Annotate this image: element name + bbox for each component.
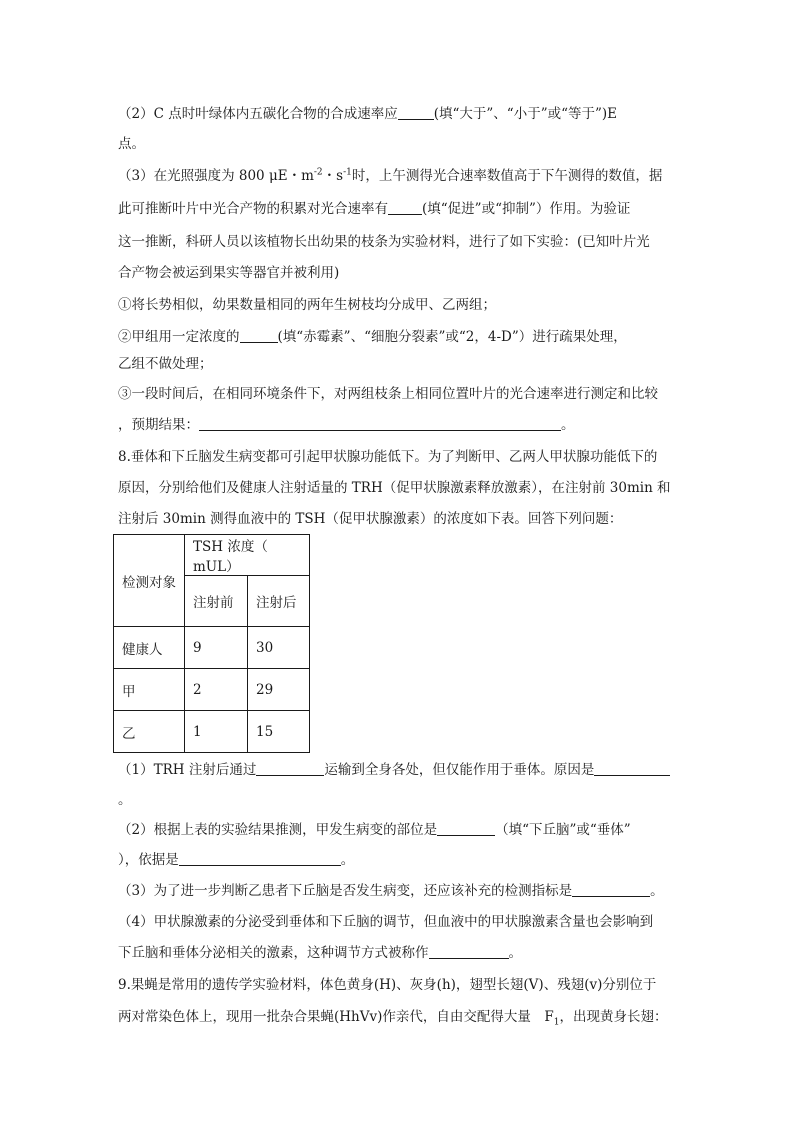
answer-blank[interactable]: [437, 822, 495, 836]
tsh-table: [113, 534, 310, 753]
table-row: [114, 711, 310, 753]
table-header-after: 注射后: [248, 576, 310, 627]
table-header-subject: 检测对象: [114, 535, 185, 627]
q7-part3-line4: 合产物会被运到果实等器官并被利用): [118, 265, 340, 281]
answer-blank[interactable]: [398, 106, 434, 120]
q7-part3-line3: 这一推断，科研人员以该植物长出幼果的枝条为实验材料，进行了如下实验：(已知叶片光: [118, 234, 650, 250]
answer-blank[interactable]: [429, 945, 509, 959]
q8-part3: （3）为了进一步判断乙患者下丘脑是否发生病变，还应该补充的检测指标是 。: [118, 883, 664, 899]
answer-blank[interactable]: [199, 417, 561, 431]
table-row: [114, 669, 310, 711]
q7-part2-line1: （2）C 点时叶绿体内五碳化合物的合成速率应 (填“大于”、“小于”或“等于”)E: [118, 106, 618, 122]
cell-subject: 健康人: [114, 627, 185, 669]
cell-before: 2: [185, 669, 248, 711]
cell-before: 1: [185, 711, 248, 753]
q8-part1-line1: （1）TRH 注射后通过 运输到全身各处，但仅能作用于垂体。原因是: [118, 762, 670, 778]
cell-after: 30: [248, 627, 310, 669]
q8-line1: 8.垂体和下丘脑发生病变都可引起甲状腺功能低下。为了判断甲、乙两人甲状腺功能低下的: [118, 449, 658, 465]
cell-subject: 甲: [114, 669, 185, 711]
q8-line3: 注射后 30min 测得血液中的 TSH（促甲状腺激素）的浓度如下表。回答下列问题：: [118, 511, 623, 527]
answer-blank[interactable]: [240, 329, 278, 343]
q8-part2-line1: （2）根据上表的实验结果推测，甲发生病变的部位是 （填“下丘脑”或“垂体”: [118, 822, 631, 838]
q7-step2-line2: 乙组不做处理；: [118, 356, 213, 372]
answer-blank[interactable]: [388, 201, 422, 215]
q7-step2-line1: ②甲组用一定浓度的 (填“赤霉素”、“细胞分裂素”或“2，4-D”）进行疏果处理，: [118, 329, 627, 345]
answer-blank[interactable]: [572, 883, 650, 897]
table-header-before: 注射前: [185, 576, 248, 627]
q7-part3-line1: （3）在光照强度为 800 μE・$m^{-2}$・$s^{-1}$时，上午测得光合速率数值高于下午测得的数值，据: [118, 167, 663, 184]
table-row: [114, 627, 310, 669]
cell-subject: 乙: [114, 711, 185, 753]
q8-part4-line2: 下丘脑和垂体分泌相关的激素，这种调节方式被称作 。: [118, 945, 522, 961]
q9-line1: 9.果蝇是常用的遗传学实验材料，体色黄身(H)、灰身(h)，翅型长翅(V)、残翅(v)分别位于: [118, 977, 657, 993]
cell-after: 29: [248, 669, 310, 711]
q7-step3-line2: ，预期结果： 。: [118, 417, 575, 433]
q7-step3-line1: ③一段时间后，在相同环境条件下，对两组枝条上相同位置叶片的光合速率进行测定和比较: [118, 386, 658, 402]
answer-blank[interactable]: [179, 852, 341, 866]
table-header-tsh: TSH 浓度（ mUL）: [185, 535, 310, 576]
answer-blank[interactable]: [256, 762, 324, 776]
q7-part2-line2: 点。: [118, 136, 145, 152]
q8-part2-line2: ），依据是 。: [118, 852, 355, 868]
cell-before: 9: [185, 627, 248, 669]
q8-line2: 原因，分别给他们及健康人注射适量的 TRH（促甲状腺激素释放激素），在注射前 30min 和: [118, 480, 671, 496]
cell-after: 15: [248, 711, 310, 753]
q8-part1-line2: 。: [118, 792, 132, 808]
q9-line2: 两对常染色体上，现用一批杂合果蝇(HhVv)作亲代，自由交配得大量 $F_1$，出现黄身长翅：: [118, 1009, 668, 1028]
q7-part3-line2: 此可推断叶片中光合产物的积累对光合速率有 (填“促进”或“抑制”）作用。为验证: [118, 201, 631, 217]
q7-step1: ①将长势相似，幼果数量相同的两年生树枝均分成甲、乙两组；: [118, 297, 496, 313]
q8-part4-line1: （4）甲状腺激素的分泌受到垂体和下丘脑的调节，但血液中的甲状腺激素含量也会影响到: [118, 914, 654, 930]
answer-blank[interactable]: [594, 762, 670, 776]
